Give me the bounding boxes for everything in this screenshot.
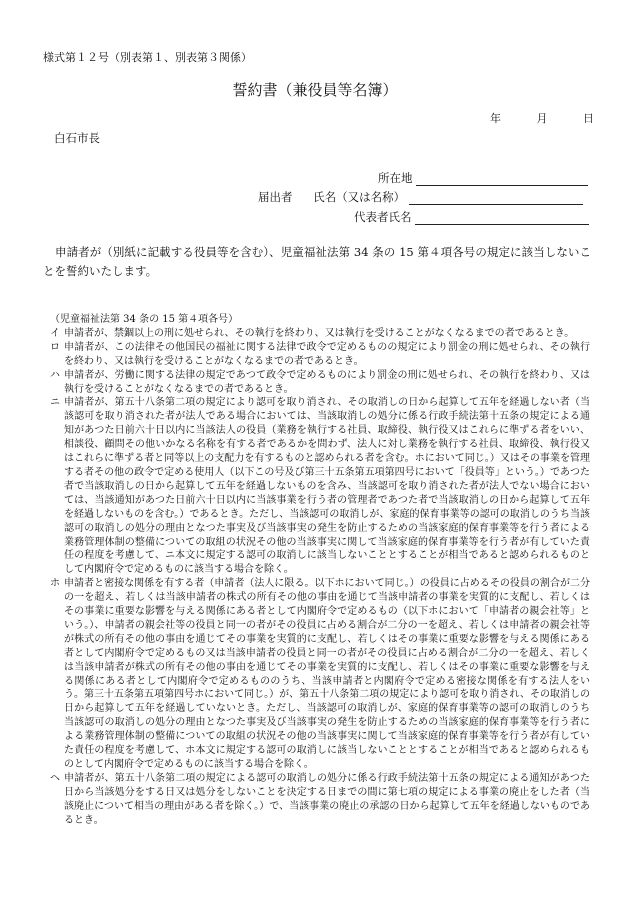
address-label: 所在地 xyxy=(378,171,413,185)
date-year-label: 年 xyxy=(490,112,501,125)
provision-mark: イ xyxy=(50,327,60,339)
name-label: 氏名（又は名称） xyxy=(313,190,406,204)
addressee: 白石市長 xyxy=(54,131,100,145)
provision-item xyxy=(50,772,590,828)
provision-mark: ニ xyxy=(50,397,60,409)
provision-item xyxy=(50,577,590,772)
name-field[interactable] xyxy=(409,191,583,205)
date-day-label: 日 xyxy=(583,112,594,125)
provision-text: 申請者が、第五十八条第二項の規定による認可の取消しの処分に係る行政手続法第十五条の規定による通知があつた日から当該処分をする日又は処分をしないことを決定する日までの間に第七項の規定による事業の廃止をした者（当該廃止について相当の理由がある者を除く。）で、当該事業の廃止の承認の日から起算して五年を経過しないものであるとき。 xyxy=(64,772,590,826)
provision-item xyxy=(50,327,590,341)
pledge-statement: 申請者が（別紙に記載する役員等を含む）、児童福祉法第 34 条の 15 第４項各号の規定に該当しないことを誓約いたします。 xyxy=(43,245,591,278)
address-field[interactable] xyxy=(416,172,588,186)
provision-text: 申請者が、第五十八条第二項の規定により認可を取り消され、その取消しの日から起算して五年を経過しない者（当該認可を取り消された者が法人である場合においては、当該取消しの処分に係る行政手続法第十五条の規定による通知があつた日前六十日以内に当該法人の役員（業務を執行する社員、取締役、執行役又はこれらに準ずる者をいい、相談役、顧問その他いかなる名称を有する者であるかを問わず、法人に対し業務を執行する社員、取締役、執行役又はこれらに準ずる者と同等以上の支配力を有するものと認められる者を含む。ホにおいて同じ。）又はその事業を管理する者その他の政令で定める使用人（以下この号及び第三十五条第五項第四号において「役員等」という。）であつた者で当該取消しの日から起算して五年を経過しないものを含み、当該認可を取り消された者が法人でない場合においては、当該通知があつた日前六十日以内に当該事業を行う者の管理者であつた者で当該取消しの日から起算して五年を経過しないものを含む。）であるとき。ただし、当該認可の取消しが、家庭的保育事業等の認可の取消しのうち当該認可の取消しの処分の理由となつた事実及び当該事実の発生を防止するための当該家庭的保育事業等を行う者による業務管理体制の整備についての取組の状況その他の当該事実に関して当該家庭的保育事業等を行う者が有していた責任の程度を考慮して、ニ本文に規定する認可の取消しに該当しないこととすることが相当であると認められるものとして内閣府令で定めるものに該当する場合を除く。 xyxy=(64,397,590,576)
provision-text: 申請者が、禁錮以上の刑に処せられ、その執行を終わり、又は執行を受けることがなくなるまでの者であるとき。 xyxy=(64,327,575,339)
provisions-section xyxy=(50,313,590,828)
provision-mark: ホ xyxy=(50,578,60,590)
representative-field[interactable] xyxy=(415,211,589,225)
form-number: 様式第１２号（別表第１、別表第３関係） xyxy=(43,51,252,64)
representative-label: 代表者氏名 xyxy=(354,210,412,224)
notifier-role-label: 届出者 xyxy=(258,190,293,204)
date-line xyxy=(490,110,594,126)
representative-row xyxy=(354,209,589,225)
provisions-heading: （児童福祉法第 34 条の 15 第４項各号） xyxy=(50,314,239,325)
name-row xyxy=(258,189,583,205)
date-month-label: 月 xyxy=(536,112,548,125)
provision-mark: ハ xyxy=(50,369,60,381)
provision-text: 申請者と密接な関係を有する者（申請者（法人に限る。以下ホにおいて同じ。）の役員に占めるその役員の割合が二分の一を超え、若しくは当該申請者の株式の所有その他の事由を通じて当該申請者の事業を実質的に支配し、若しくはその事業に重要な影響を与える関係にある者として内閣府令で定めるもの（以下ホにおいて「申請者の親会社等」という。）、申請者の親会社等の役員と同一の者がその役員に占める割合が二分の一を超え、若しくは申請者の親会社等が株式の所有その他の事由を通じてその事業を実質的に支配し、若しくはその事業に重要な影響を与える関係にある者として内閣府令で定めるもの又は当該申請者の役員と同一の者がその役員に占める割合が二分の一を超え、若しくは当該申請者が株式の所有その他の事由を通じてその事業を実質的に支配し、若しくはその事業に重要な影響を与える関係にある者として内閣府令で定めるもののうち、当該申請者と内閣府令で定める密接な関係を有する法人をいう。第三十五条第五項第四号ホにおいて同じ。）が、第五十八条第二項の規定により認可を取り消され、その取消しの日から起算して五年を経過していないとき。ただし、当該認可の取消しが、家庭的保育事業等の認可の取消しのうち当該認可の取消しの処分の理由となつた事実及び当該事実の発生を防止するための当該家庭的保育事業等を行う者による業務管理体制の整備についての取組の状況その他の当該事実に関して当該家庭的保育事業等を行う者が有していた責任の程度を考慮して、ホ本文に規定する認可の取消しに該当しないこととすることが相当であると認められるものとして内閣府令で定めるものに該当する場合を除く。 xyxy=(64,578,590,770)
provision-mark: ロ xyxy=(50,341,60,353)
address-row xyxy=(378,170,588,186)
provision-item xyxy=(50,369,590,397)
provision-text: 申請者が、この法律その他国民の福祉に関する法律で政令で定めるものの規定により罰金の刑に処せられ、その執行を終わり、又は執行を受けることがなくなるまでの者であるとき。 xyxy=(64,341,590,367)
page-title: 誓約書（兼役員等名簿） xyxy=(232,81,398,99)
provision-item xyxy=(50,396,590,577)
provision-text: 申請者が、労働に関する法律の規定であつて政令で定めるものにより罰金の刑に処せられ、その執行を終わり、又は執行を受けることがなくなるまでの者であるとき。 xyxy=(64,369,590,395)
provision-mark: ヘ xyxy=(50,772,60,784)
provision-item xyxy=(50,341,590,369)
